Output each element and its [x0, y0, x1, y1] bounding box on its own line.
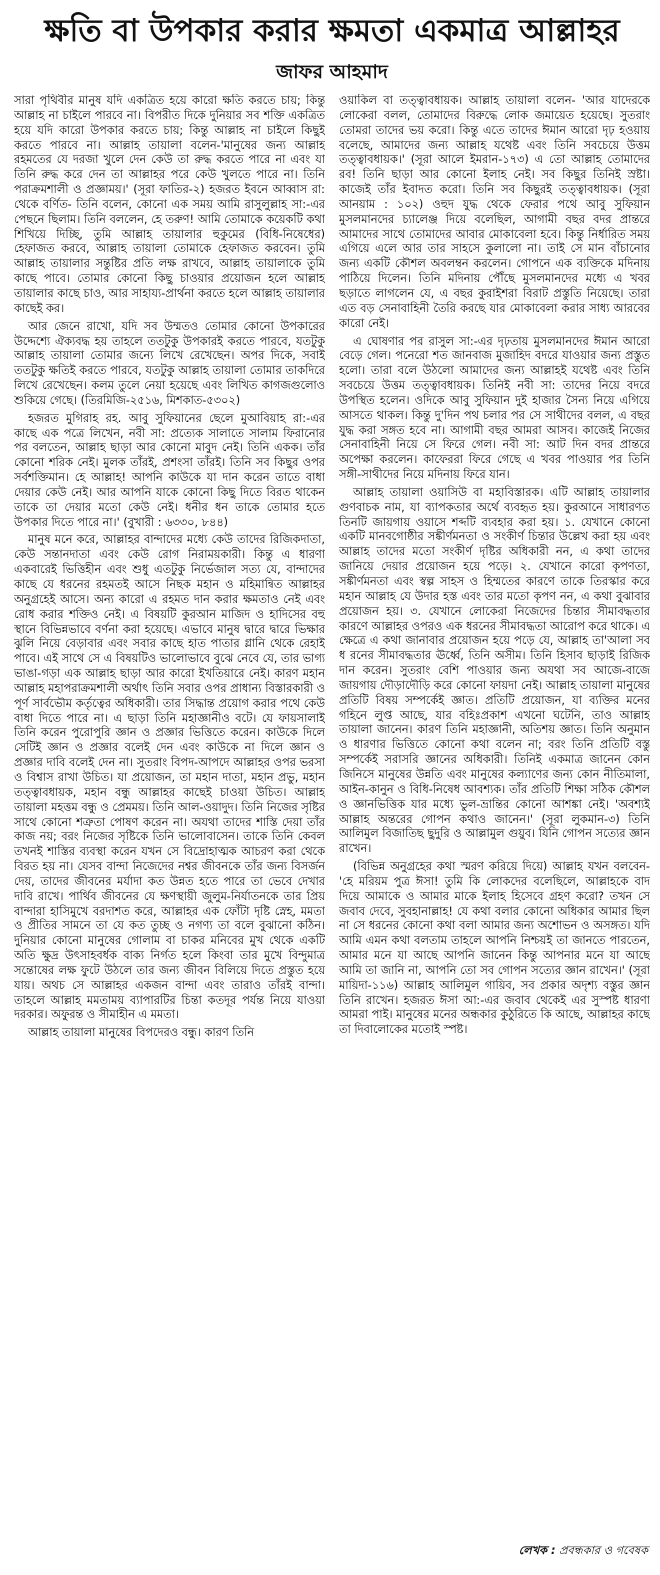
article-title: ক্ষতি বা উপকার করার ক্ষমতা একমাত্র আল্লাহর: [44, 13, 620, 49]
byline-value: প্রবন্ধকার ও গবেষক: [559, 1544, 648, 1557]
article-body: [14, 94, 650, 1044]
byline: [519, 1542, 648, 1561]
paragraph: আল্লাহ তায়ালা ওয়াসিউ বা মহাবিস্তারক। এটি আল্লাহ তায়ালার গুণবাচক নাম, যা ব্যাপকতার অর্থে ব্যবহৃত হয়। কুরআনে সাধারণত তিনটি জায়গায় ওয়াসে শব্দটি ব্যবহার করা হয়। ১. যেখানে কোনো একটি মানবগোষ্ঠীর সঙ্কীর্ণমনতা ও সংকীর্ণ চিন্তার উল্লেখ করা হয় এবং আল্লাহ তাদের মতো সংকীর্ণ দৃষ্টির অধিকারী নন, এ কথা তাদের জানিয়ে দেয়ার প্রয়োজন হয়ে পড়ে। ২. যেখানে কারো কৃপণতা, সঙ্কীর্ণমনতা এবং স্বল্প সাহস ও হিম্মতের কারণে তাকে তিরস্কার করে মহান আল্লাহ যে উদার হস্ত এবং তার মতো কৃপণ নন, এ কথা বুঝাবার প্রয়োজন হয়। ৩. যেখানে লোকেরা নিজেদের চিন্তার সীমাবদ্ধতার কারণে আল্লাহর ওপরও এক ধরনের সীমাবদ্ধতা আরোপ করে থাকে। এ ক্ষেত্রে এ কথা জানাবার প্রয়োজন হয়ে পড়ে যে, আল্লাহ তা'আলা সব ধ রনের সীমাবদ্ধতার ঊর্ধ্বে, তিনি অসীম। তিনি হিসাব ছাড়াই রিজিক দান করেন। সুতরাং বেশি পাওয়ার জন্য অযথা সব আজে-বাজে জায়গায় দৌড়াদৌড়ি করে কোনো ফায়দা নেই। আল্লাহ তায়ালা মানুষের প্রতিটি বিষয় সম্পর্কেই জ্ঞাত। প্রতিটি প্রয়োজন, যা ব্যক্তির মনের গহিনে লুপ্ত আছে, যার বহিঃপ্রকাশ এখনো ঘটেনি, তাও আল্লাহ তায়ালা জানেন। কারণ তিনি মহাজ্ঞানী, অতিশয় জ্ঞাত। তিনি অনুমান ও ধারণার ভিত্তিতে কোনো কথা বলেন না; বরং তিনি প্রতিটি বস্তু সম্পর্কেই সরাসরি জ্ঞানের অধিকারী। তিনিই একমাত্র জানেন কোন জিনিসে মানুষের উন্নতি এবং মানুষের কল্যাণের জন্য কোন নীতিমালা, আইন-কানুন ও বিধি-নিষেধ আবশ্যক। তাঁর প্রতিটি শিক্ষা সঠিক কৌশল ও জ্ঞানভিত্তিক যার মধ্যে ভুল-ভ্রান্তির কোনো আশঙ্কা নেই। 'অবশ্যই আল্লাহ অন্তরের গোপন কথাও জানেন।' (সূরা লুকমান-৩) তিনি আলিমুল বিজাতিছ ছুদুরি ও আল্লামুল গুয়ুব। যিনি গোপন সত্যের জ্ঞান রাখেন।: [339, 485, 650, 856]
byline-label: লেখক :: [518, 1544, 556, 1557]
paragraph: আল্লাহ তায়ালা মানুষের বিপদেরও বন্ধু। কারণ তিনি: [28, 1026, 254, 1040]
paragraph: এ ঘোষণার পর রাসুল সা:-এর দৃঢ়তায় মুসলমানদের ঈমান আরো বেড়ে গেল। পনেরো শত জানবাজ মুজাহিদ বদরে যাওয়ার জন্য প্রস্তুত হলো। তারা বলে উঠলো আমাদের জন্য আল্লাহই যথেষ্ট এবং তিনি সবচেয়ে উত্তম তত্ত্বাবধায়ক। তিনিই নবী সা: তাদের নিয়ে বদরে উপস্থিত হলেন। ওদিকে আবু সুফিয়ান দুই হাজার সৈন্য নিয়ে এগিয়ে আসতে থাকল। কিন্তু দু'দিন পথ চলার পর সে সাথীদের বলল, এ বছর যুদ্ধ করা সঙ্গত হবে না। আগামী বছর আমরা আসব। কাজেই নিজের সেনাবাহিনী নিয়ে সে ফিরে গেল। নবী সা: আট দিন বদর প্রান্তরে অপেক্ষা করলেন। কাফেররা ফিরে গেছে এ খবর পাওয়ার পর তিনি সঙ্গী-সাথীদের নিয়ে মদিনায় ফিরে যান।: [339, 334, 650, 482]
paragraph: (বিভিন্ন অনুগ্রহের কথা স্মরণ করিয়ে দিয়ে) আল্লাহ যখন বলবেন- 'হে মরিয়ম পুত্র ঈসা! তুমি কি লোকদের বলেছিলে, আল্লাহকে বাদ দিয়ে আমাকে ও আমার মাকে ইলাহ হিসেবে গ্রহণ করো? তখন সে জবাব দেবে, সুবহানাল্লাহ! যে কথা বলার কোনো অধিকার আমার ছিল না সে ধরনের কোনো কথা বলা আমার জন্য অশোভন ও অসঙ্গত। যদি আমি এমন কথা বলতাম তাহলে আপনি নিশ্চয়ই তা জানতে পারতেন, আমার মনে যা আছে আপনি জানেন কিন্তু আপনার মনে যা আছে আমি তা জানি না, আপনি তো সব গোপন সত্যের জ্ঞান রাখেন।' (সূরা মায়িদা-১১৬) আল্লাহ আলিমুল গায়িব, সব প্রকার অদৃশ্য বস্তুর জ্ঞান তিনি রাখেন। হজরত ঈসা আ:-এর জবাব থেকেই এর সুস্পষ্ট ধারণা আমরা পাই। মানুষের মনের অন্ধকার কুঠুরিতে কি আছে, আল্লাহর কাছে তা দিবালোকের মতোই স্পষ্ট।: [339, 860, 650, 1037]
right-column: [339, 94, 650, 1044]
paragraph: সারা পৃথিবীর মানুষ যদি একত্রিত হয়ে কারো ক্ষতি করতে চায়; কিন্তু আল্লাহ না চাইলে পারবে না। বিপরীত দিকে দুনিয়ার সব শক্তি একত্রিত হয়ে যদি কারো উপকার করতে চায়; কিন্তু আল্লাহ না চাইলে কিছুই করতে পারবে না। আল্লাহ তায়ালা বলেন-'মানুষের জন্য আল্লাহ রহমতের যে দরজা খুলে দেন কেউ তা রুদ্ধ করতে পারে না এবং যা তিনি রুদ্ধ করে দেন তা আল্লাহর পরে কেউ খুলতে পারে না। তিনি পরাক্রমশালী ও প্রজ্ঞাময়।' (সূরা ফাতির-২) হজরত ইবনে আব্বাস রা: থেকে বর্ণিত- তিনি বলেন, কোনো এক সময় আমি রাসুলুল্লাহ সা:-এর পেছনে ছিলাম। তিনি বললেন, হে তরুণ! আমি তোমাকে কয়েকটি কথা শিখিয়ে দিচ্ছি, তুমি আল্লাহ তায়ালার হুকুমের (বিধি-নিষেধের) হেফাজত করবে, আল্লাহ তায়ালা তোমাকে হেফাজত করবেন। তুমি আল্লাহ তায়ালার সন্তুষ্টির প্রতি লক্ষ রাখবে, আল্লাহ তায়ালাকে তুমি কাছে পাবে। তোমার কোনো কিছু চাওয়ার প্রয়োজন হলে আল্লাহ তায়ালার কাছে চাও, আর সাহায্য-প্রার্থনা করতে হলে আল্লাহ তায়ালার কাছেই কর।: [14, 94, 325, 315]
article-author: জাফর আহমাদ: [276, 61, 388, 83]
paragraph: মানুষ মনে করে, আল্লাহর বান্দাদের মধ্যে কেউ তাদের রিজিকদাতা, কেউ সন্তানদাতা এবং কেউ রোগ নিরাময়কারী। কিন্তু এ ধারণা একবারেই ভিত্তিহীন এবং শুধু এতটুকু নির্ভেজাল সত্য যে, বান্দাদের কাছে যে ধরনের রহমতই আসে নিছক মহান ও মহিমান্বিত আল্লাহর অনুগ্রহেই আসে। অন্য কারো এ রহমত দান করার ক্ষমতাও নেই এবং রোধ করার শক্তিও নেই। এ বিষয়টি কুরআন মাজিদ ও হাদিসের বহু স্থানে বিভিন্নভাবে বর্ণনা করা হয়েছে। এভাবে মানুষ দ্বারে দ্বারে ভিক্ষার ঝুলি নিয়ে বেড়াবার এবং সবার কাছে হাত পাতার গ্লানি থেকে রেহাই পাবে। এই সাথে সে এ বিষয়টিও ভালোভাবে বুঝে নেবে যে, তার ভাগ্য ভাঙা-গড়া এক আল্লাহ ছাড়া আর কারো ইখতিয়ারে নেই। কারণ মহান আল্লাহ মহাপরাক্রমশালী অর্থাৎ তিনি সবার ওপর প্রাধান্য বিস্তারকারী ও পূর্ণ সার্বভৌম কর্তৃত্বের অধিকারী। তার সিদ্ধান্ত প্রয়োগ করার পথে কেউ বাধা দিতে পারে না। এ ছাড়া তিনি মহাজ্ঞানীও বটে। যে ফায়সালাই তিনি করেন পুরোপুরি জ্ঞান ও প্রজ্ঞার ভিত্তিতে করেন। কাউকে দিলে সেটিই জ্ঞান ও প্রজ্ঞার বলেই দেন এবং কাউকে না দিলে জ্ঞান ও প্রজ্ঞার দাবি বলেই দেন না। সুতরাং বিপদ-আপদে আল্লাহর ওপর ভরসা ও বিশ্বাস রাখা উচিত। যা প্রয়োজন, তা মহান দাতা, মহান প্রভু, মহান তত্ত্বাবধায়ক, মহান বন্ধু আল্লাহর কাছেই চাওয়া উচিত। আল্লাহ তায়ালা মহত্তম বন্ধু ও প্রেমময়। তিনি আল-ওয়াদুদ। তিনি নিজের সৃষ্টির সাথে কোনো শত্রুতা পোষণ করেন না। অযথা তাদের শাস্তি দেয়া তাঁর কাজ নয়; বরং নিজের সৃষ্টিকে তিনি ভালোবাসেন। তাকে তিনি কেবল তখনই শাস্তির ব্যবস্থা করেন যখন সে বিদ্রোহাত্মক আচরণ করা থেকে বিরত হয় না। যেসব বান্দা নিজেদের নশ্বর জীবনকে তাঁর জন্য বিসর্জন দেয়, তাদের জীবনের মর্যাদা কত উন্নত হতে পারে তা ভেবে দেখার দাবি রাখে। পার্থিব জীবনের যে ক্ষণস্থায়ী জুলুম-নির্যাতনকে তার প্রিয় বান্দারা হাসিমুখে বরদাশত করে, আল্লাহর এক ফোঁটা দৃষ্টি স্নেহ, মমতা ও প্রীতির সামনে তা যে কত তুচ্ছ ও নগণ্য তা বলে বুঝানো কঠিন। দুনিয়ার কোনো মানুষের গোলাম বা চাকর মনিবের মুখ থেকে একটি অতি ক্ষুদ্র উৎসাহবর্ধক বাক্য নির্গত হলে কিংবা তার মুখে বিন্দুমাত্র সন্তোষের লক্ষ ফুটে উঠলে তার জন্য জীবন বিলিয়ে দিতে প্রস্তুত হয়ে যায়। অথচ সে আল্লাহর একজন বান্দা এবং তারাও তাঁরই বান্দা। তাহলে আল্লাহ মমতাময় ব্যাপারটির চিন্তা কতদূর পর্যন্ত নিয়ে যাওয়া দরকার। অফুরন্ত ও সীমাহীন এ মমতা।: [14, 533, 325, 1022]
paragraph: আর জেনে রাখো, যদি সব উম্মতও তোমার কোনো উপকারের উদ্দেশ্যে ঐক্যবদ্ধ হয় তাহলে ততটুকু উপকারই করতে পারবে, যতটুকু আল্লাহ তায়ালা তোমার জন্যে লিখে রেখেছেন। অপর দিকে, সবাই ততটুকু ক্ষতিই করতে পারবে, যতটুকু আল্লাহ তায়ালা তোমার তাকদিরে লিখে রেখেছেন। কলম তুলে নেয়া হয়েছে এবং লিখিত কাগজগুলোও শুকিয়ে গেছে। (তিরমিজি-২৫১৬, মিশকাত-৫৩০২): [14, 319, 325, 407]
paragraph: হজরত মুগিরাহ রহ. আবু সুফিয়ানের ছেলে মুআবিয়াহ রা:-এর কাছে এক পত্রে লিখেন, নবী সা: প্রত্যেক সালাতে সালাম ফিরানোর পর বলতেন, আল্লাহ ছাড়া আর কোনো মাবুদ নেই। তিনি একক। তাঁর কোনো শরিক নেই। মুলক তাঁরই, প্রশংসা তাঁরই। তিনি সব কিছুর ওপর সর্বশক্তিমান। হে আল্লাহ! আপনি কাউকে যা দান করেন তাতে বাধা দেয়ার কেউ নেই। আর আপনি যাকে কোনো কিছু দিতে বিরত থাকেন তাকে তা দেয়ার মতো কেউ নেই। ধনীর ধন তাকে তোমার হতে উপকার দিতে পারে না।' (বুখারী : ৬৩৩০, ৮৪৪): [14, 411, 325, 529]
left-column: [14, 94, 325, 1044]
paragraph: ওয়াকিল বা তত্ত্বাবধায়ক। আল্লাহ তায়ালা বলেন- 'আর যাদেরকে লোকেরা বলল, তোমাদের বিরুদ্ধে লোক জমায়েত হয়েছে। সুতরাং তোমরা তাদের ভয় করো। কিন্তু এতে তাদের ঈমান আরো দৃঢ় হওয়ায় বলেছে, আমাদের জন্য আল্লাহ যথেষ্ট এবং তিনি সবচেয়ে উত্তম তত্ত্বাবধায়ক।' (সূরা আলে ইমরান-১৭৩) এ তো আল্লাহ তোমাদের রব! তিনি ছাড়া আর কোনো ইলাহ নেই। সব কিছুর তিনিই স্রষ্টা। কাজেই তাঁর ইবাদত করো। তিনি সব কিছুরই তত্ত্বাবধায়ক। (সূরা আনয়াম : ১০২) ওহুদ যুদ্ধ থেকে ফেরার পথে আবু সুফিয়ান মুসলমানদের চ্যালেঞ্জ দিয়ে বলেছিল, আগামী বছর বদর প্রান্তরে আমাদের সাথে তোমাদের আবার মোকাবেলা হবে। কিন্তু নির্ধারিত সময় এগিয়ে এলে আর তার সাহসে কুলালো না। তাই সে মান বাঁচানোর জন্য একটি কৌশল অবলম্বন করলেন। গোপনে এক ব্যক্তিকে মদিনায় পাঠিয়ে দিলেন। তিনি মদিনায় পৌঁছে মুসলমানদের মধ্যে এ খবর ছড়াতে লাগলেন যে, এ বছর কুরাইশরা বিরাট প্রস্তুতি নিয়েছে। তারা এত বড় সেনাবাহিনী তৈরি করছে যার মোকাবেলা করার সাধ্য আরবের কারো নেই।: [339, 94, 650, 330]
